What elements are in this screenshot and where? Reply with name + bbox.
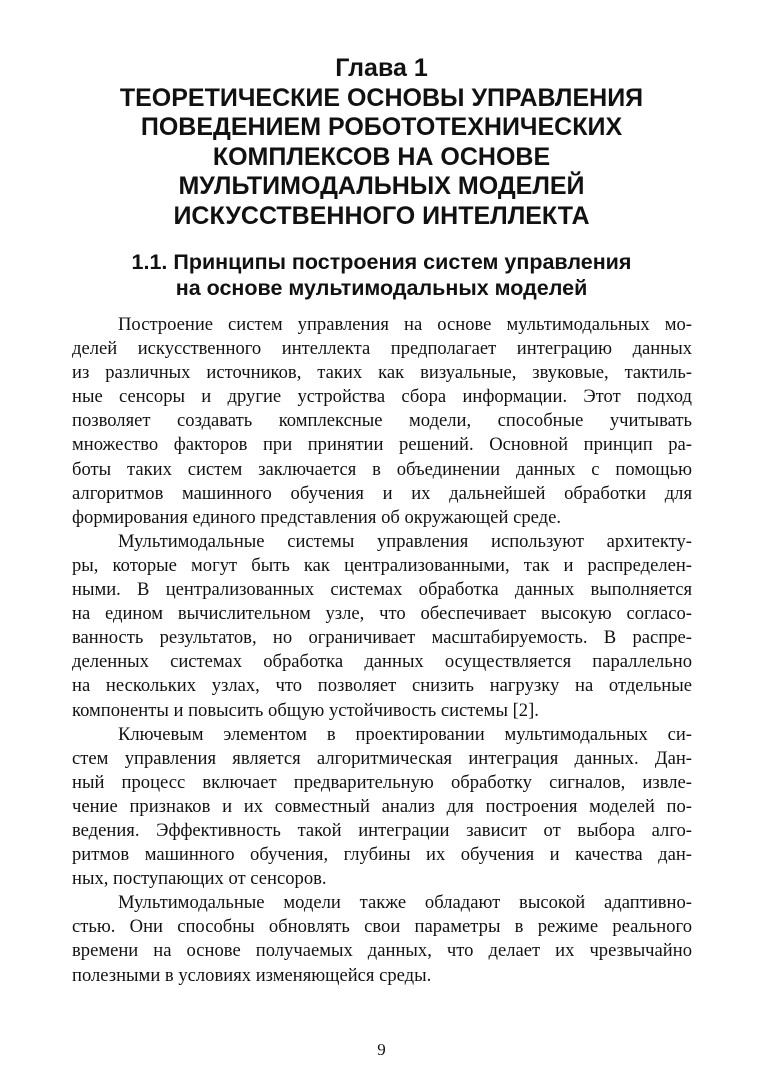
text-line: алгоритмов машинного обучения и их дальнейшей обработки для (72, 482, 692, 504)
text-line: чение признаков и их совместный анализ для построения моделей по- (72, 795, 692, 817)
page-number: 9 (377, 1040, 386, 1059)
text-line: формирования единого представления об окружающей среде. (72, 506, 561, 528)
text-line: ных, поступающих от сенсоров. (72, 868, 327, 890)
text-line: ванность результатов, но ограничивает масштабируемость. В распре- (72, 627, 692, 649)
chapter-title-line: КОМПЛЕКСОВ НА ОСНОВЕ (212, 142, 551, 171)
text-line: Мультимодальные модели также обладают высокой адаптивно- (118, 892, 692, 914)
text-line: ведения. Эффективность такой интеграции зависит от выбора алго- (72, 819, 692, 841)
text-line: компоненты и повысить общую устойчивость системы [2]. (72, 699, 539, 721)
text-line: из различных источников, таких как визуальные, звуковые, тактиль- (72, 362, 692, 384)
text-line: ными. В централизованных системах обработка данных выполняется (72, 579, 692, 601)
text-line: делей искусственного интеллекта предполагает интеграцию данных (72, 338, 692, 360)
chapter-label: Глава 1 (335, 54, 428, 82)
text-line: Построение систем управления на основе мультимодальных мо- (118, 314, 692, 335)
text-line: ритмов машинного обучения, глубины их обучения и качества дан- (72, 844, 692, 866)
text-line: ры, которые могут быть как централизованными, так и распределен- (72, 554, 692, 576)
text-line: на едином вычислительном узле, что обеспечивает высокую согласо- (72, 603, 692, 625)
text-line: боты таких систем заключается в объединении данных с помощью (72, 458, 692, 480)
section-heading (60, 249, 703, 301)
paragraph (72, 723, 692, 892)
text-line: ный процесс включает предварительную обработку сигналов, извле- (72, 771, 692, 793)
chapter-heading (60, 54, 703, 231)
paragraph (72, 313, 692, 530)
text-line: стью. Они способны обновлять свои параметры в режиме реального (72, 916, 692, 938)
section-title-line: 1.1. Принципы построения систем управления (131, 250, 632, 274)
text-line: множество факторов при принятии решений. Основной принцип ра- (72, 434, 692, 456)
text-line: деленных системах обработка данных осуществляется параллельно (72, 651, 692, 673)
chapter-title-line: ПОВЕДЕНИЕМ РОБОТОТЕХНИЧЕСКИХ (140, 113, 623, 141)
body-text (72, 313, 692, 988)
text-line: ные сенсоры и другие устройства сбора информации. Этот подход (72, 386, 692, 408)
text-line: на нескольких узлах, что позволяет снизить нагрузку на отдельные (72, 675, 692, 697)
text-line: стем управления является алгоритмическая интеграция данных. Дан- (72, 747, 692, 769)
text-line: времени на основе получаемых данных, что делает их чрезвычайно (72, 940, 692, 962)
text-line: позволяет создавать комплексные модели, способные учитывать (72, 410, 692, 432)
section-title-line: на основе мультимодальных моделей (175, 276, 588, 300)
text-line: Ключевым элементом в проектировании мультимодальных си- (118, 723, 692, 745)
text-line: Мультимодальные системы управления используют архитекту- (118, 530, 692, 552)
paragraph (72, 530, 692, 723)
chapter-title-line: ИСКУССТВЕННОГО ИНТЕЛЛЕКТА (173, 201, 590, 230)
chapter-title-line: МУЛЬТИМОДАЛЬНЫХ МОДЕЛЕЙ (178, 172, 585, 200)
paragraph (72, 891, 692, 987)
chapter-title-line: ТЕОРЕТИЧЕСКИЕ ОСНОВЫ УПРАВЛЕНИЯ (119, 83, 644, 112)
text-line: полезными в условиях изменяющейся среды. (72, 964, 432, 986)
